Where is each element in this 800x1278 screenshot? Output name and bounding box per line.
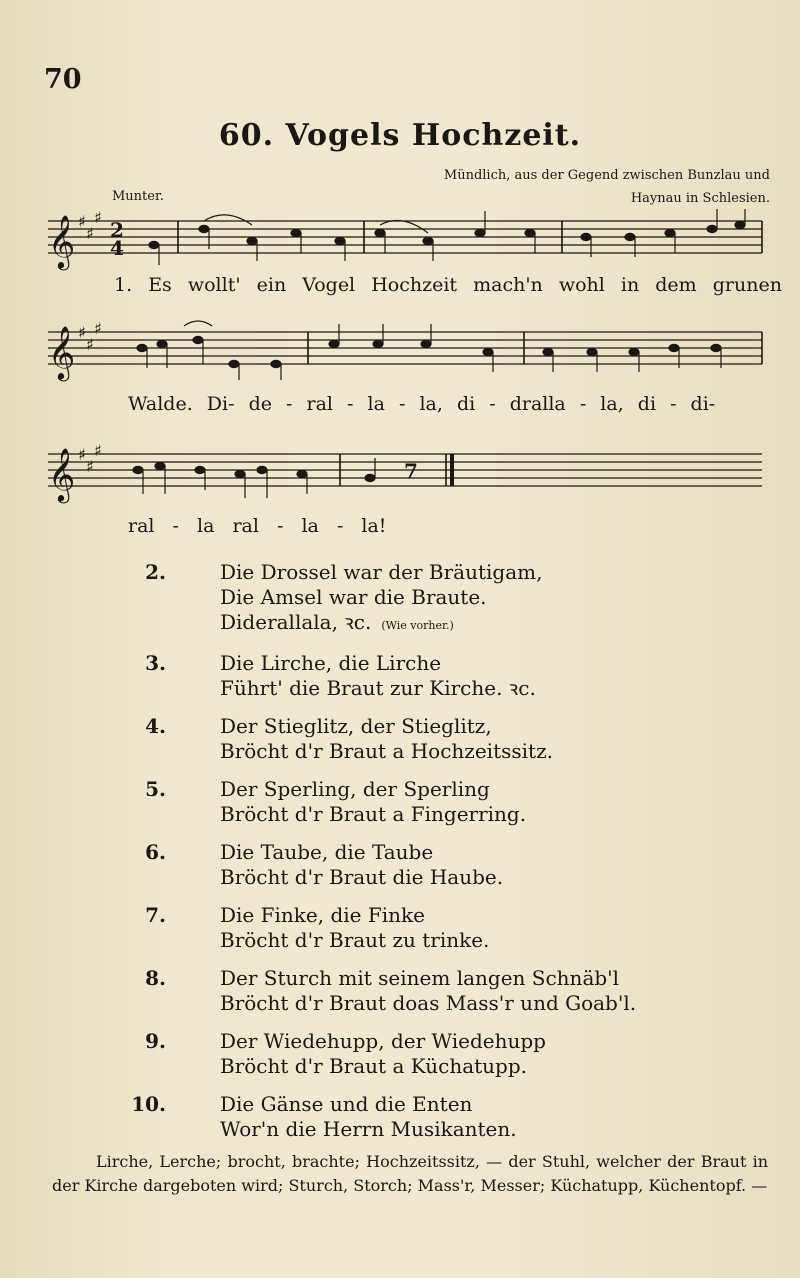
source-line-2: Haynau in Schlesien. <box>630 191 770 206</box>
svg-text:♯: ♯ <box>94 208 102 227</box>
page-number: 70 <box>44 64 82 95</box>
verse-note: (Wie vorher.) <box>381 619 454 632</box>
verse-4: 4. Der Stieglitz, der Stieglitz, Bröcht d'r Braut a Hochzeitssitz. <box>145 714 553 763</box>
notes-staff-2 <box>137 321 721 380</box>
svg-text:♯: ♯ <box>86 457 94 476</box>
verse-8: 8. Der Sturch mit seinem langen Schnäb'l Bröcht d'r Braut doas Mass'r und Goab'l. <box>145 966 637 1015</box>
svg-text:♯: ♯ <box>94 441 102 460</box>
time-sig-bottom: 4 <box>110 236 124 260</box>
song-source <box>440 164 770 210</box>
key-signature-icon <box>78 441 102 476</box>
rest-symbol: 7 <box>404 459 418 483</box>
svg-text:♯: ♯ <box>78 212 86 231</box>
svg-text:♯: ♯ <box>94 319 102 338</box>
verse-2: 2. Die Drossel war der Bräutigam, Die Amsel war die Braute. Diderallala, ꝛc. (Wie vorher.) <box>145 560 543 634</box>
key-signature-icon <box>78 208 102 243</box>
svg-text:♯: ♯ <box>86 335 94 354</box>
svg-text:♯: ♯ <box>78 323 86 342</box>
tempo-marking: Munter. <box>112 189 164 204</box>
treble-clef-icon: 𝄞 <box>48 325 76 379</box>
treble-clef-icon: 𝄞 <box>48 447 76 501</box>
lyrics-line-2: Walde. Di- de - ral - la - la, di - dralla - la, di - di- <box>128 393 716 415</box>
source-line-1: Mündlich, aus der Gegend zwischen Bunzlau und <box>443 168 770 183</box>
verse-10: 10. Die Gänse und die Enten Wor'n die Herrn Musikanten. <box>131 1092 517 1141</box>
verse-7: 7. Die Finke, die Finke Bröcht d'r Braut zu trinke. <box>145 903 490 952</box>
key-signature-icon <box>78 319 102 354</box>
song-title: 60. Vogels Hochzeit. <box>218 118 582 153</box>
verse-3: 3. Die Lirche, die Lirche Führt' die Braut zur Kirche. ꝛc. <box>145 651 536 700</box>
footnote: Lirche, Lerche; brocht, brachte; Hochzeitssitz, — der Stuhl, welcher der Braut in der Kirche dargeboten wird; Sturch, Storch; Mass'r, Messer; Küchatupp, Küchentopf. — <box>52 1152 768 1195</box>
verse-6: 6. Die Taube, die Taube Bröcht d'r Braut die Haube. <box>145 840 504 889</box>
treble-clef-icon: 𝄞 <box>48 214 76 268</box>
time-sig-top: 2 <box>110 218 124 242</box>
svg-text:♯: ♯ <box>86 224 94 243</box>
verses-list <box>131 560 637 1155</box>
verse-5: 5. Der Sperling, der Sperling Bröcht d'r Braut a Fingerring. <box>145 777 527 826</box>
lyrics-line-1: 1. Es wollt' ein Vogel Hochzeit mach'n wohl in dem grunen <box>114 274 782 296</box>
svg-text:♯: ♯ <box>78 445 86 464</box>
verse-9: 9. Der Wiedehupp, der Wiedehupp Bröcht d'r Braut a Küchatupp. <box>145 1029 546 1078</box>
lyrics-line-3: ral - la ral - la - la! <box>128 515 387 537</box>
